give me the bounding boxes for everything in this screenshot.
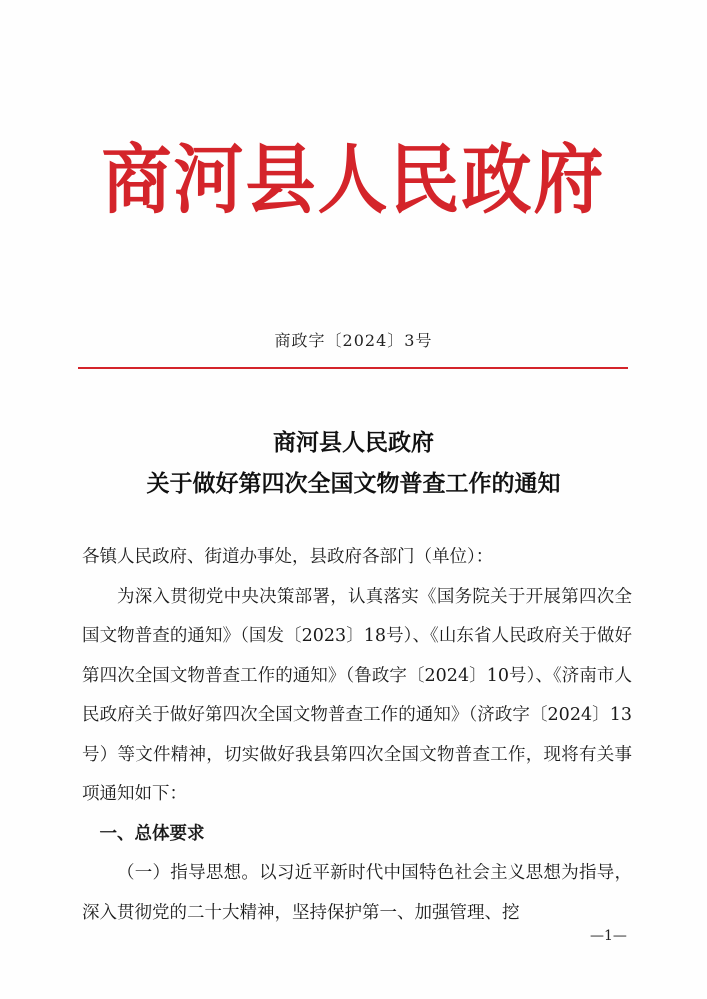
- section-heading: 一、总体要求: [99, 823, 205, 844]
- document-number: 商政字〔2024〕3号: [274, 331, 433, 350]
- document-title-line-2: 关于做好第四次全国文物普查工作的通知: [146, 470, 561, 497]
- section-paragraph: （一）指导思想。以习近平新时代中国特色社会主义思想为指导，深入贯彻党的二十大精神，坚持保护第一、加强管理、挖: [82, 863, 632, 923]
- addressee-line: 各镇人民政府、街道办事处，县政府各部门（单位）：: [82, 547, 494, 567]
- document-title-line-1: 商河县人民政府: [273, 429, 434, 456]
- issuing-authority-masthead: 商河县人民政府: [101, 134, 606, 225]
- body-paragraph: 为深入贯彻党中央决策部署，认真落实《国务院关于开展第四次全国文物普查的通知》（国发〔2023〕18号）、《山东省人民政府关于做好第四次全国文物普查工作的通知》（鲁政字〔2024〕10号）、《济南市人民政府关于做好第四次全国文物普查工作的通知》（济政字〔2024〕13号）等文件精神，切实做好我县第四次全国文物普查工作，现将有关事项通知如下：: [82, 586, 632, 804]
- page-number: —1—: [590, 928, 627, 944]
- red-separator-line: [78, 367, 628, 369]
- document-body: [82, 538, 632, 933]
